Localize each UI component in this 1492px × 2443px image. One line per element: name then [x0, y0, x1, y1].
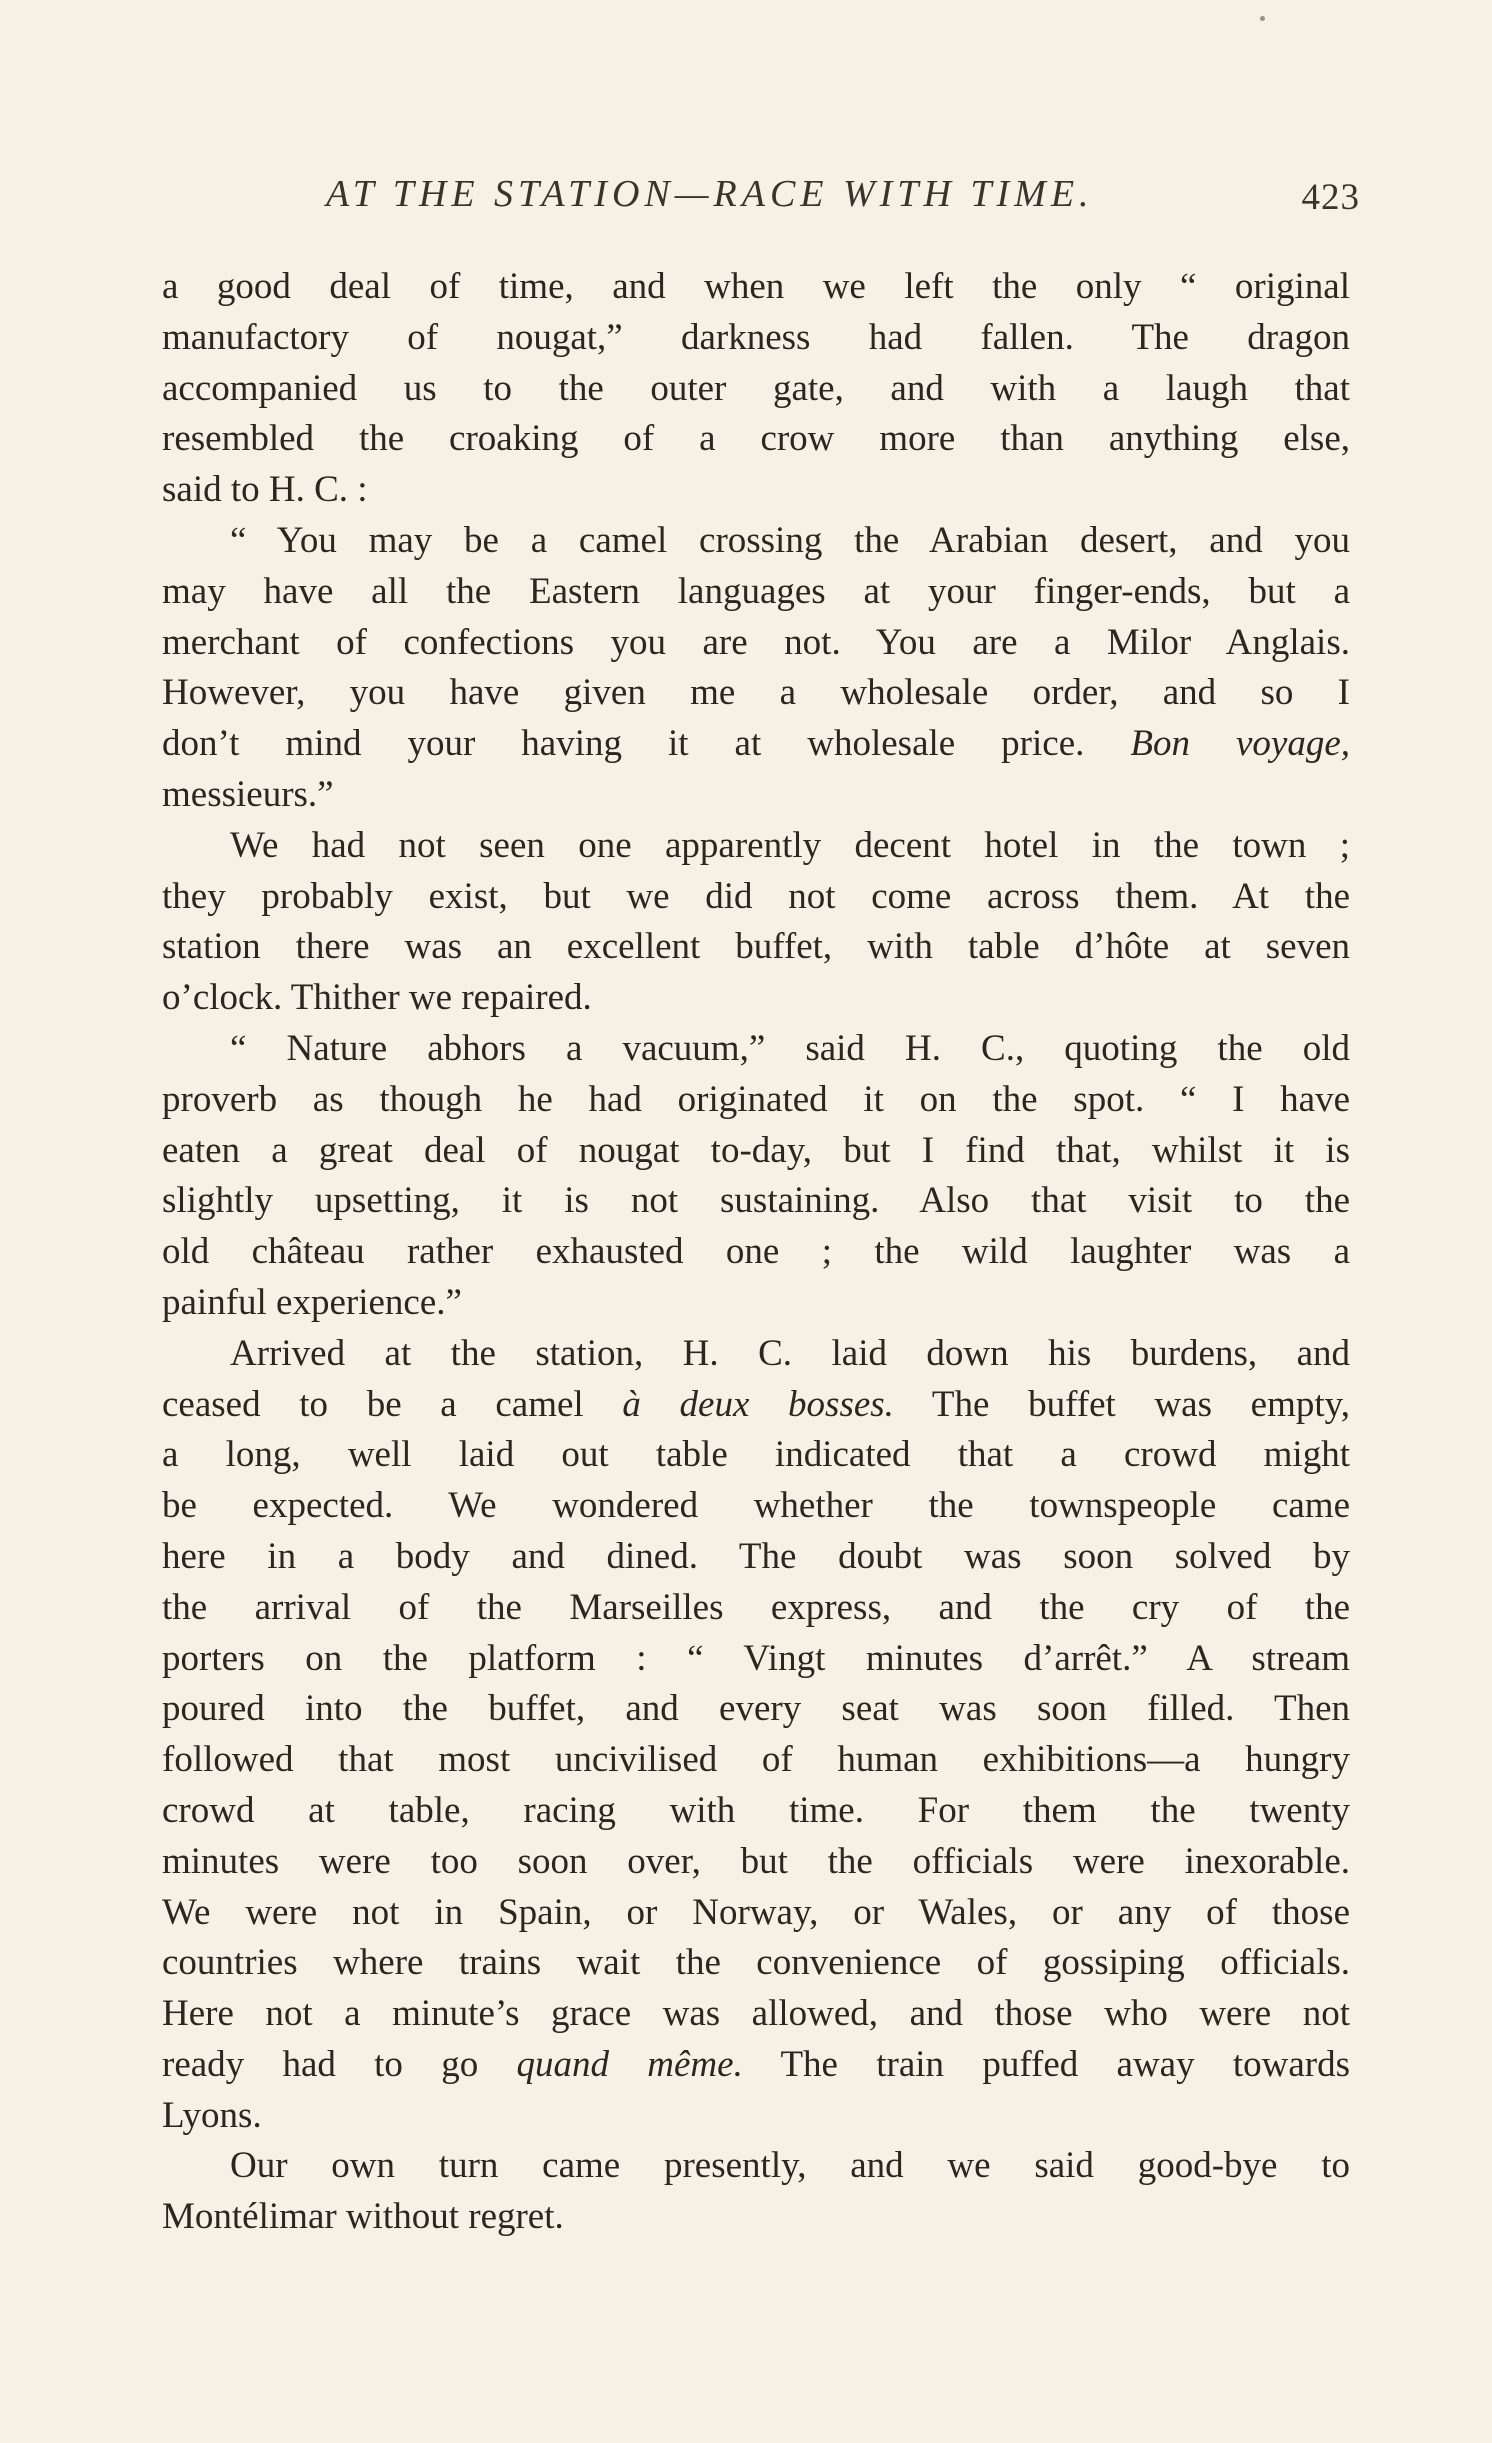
text-line-content: don’t mind your having it at wholesale price. — [162, 723, 1085, 765]
running-title: AT THE STATION—RACE WITH TIME. — [326, 173, 1094, 215]
text-line — [162, 821, 1350, 872]
text-line-content: they probably exist, but we did not come across them. At the — [162, 875, 1350, 917]
text-line — [162, 668, 1350, 719]
italic-phrase: Bon voyage, — [1130, 723, 1351, 765]
text-line — [162, 1227, 1350, 1278]
text-line — [162, 1837, 1350, 1888]
text-line — [162, 1735, 1350, 1786]
text-line-content: a long, well laid out table indicated that a crowd might — [162, 1434, 1350, 1476]
text-line-content: old château rather exhausted one ; the wild laughter was a — [162, 1231, 1350, 1273]
text-line-content: poured into the buffet, and every seat was soon filled. Then — [162, 1688, 1350, 1730]
text-line — [162, 465, 1350, 516]
text-line-content: said to H. C. : — [162, 469, 368, 511]
text-line-content: station there was an excellent buffet, with table d’hôte at seven — [162, 926, 1350, 968]
text-line — [162, 1532, 1350, 1583]
text-line-content: painful experience.” — [162, 1281, 462, 1323]
text-line — [162, 770, 1350, 821]
text-line-content: ready had to go — [162, 2043, 479, 2085]
text-line — [162, 313, 1350, 364]
text-line-continuation: The buffet was empty, — [931, 1383, 1350, 1425]
text-line — [162, 1634, 1350, 1685]
body-text — [162, 262, 1350, 2243]
text-line — [162, 2040, 1350, 2091]
text-line-content: Our own turn came presently, and we said good-bye to — [230, 2145, 1350, 2187]
text-line-content: slightly upsetting, it is not sustaining. Also that visit to the — [162, 1180, 1350, 1222]
text-line-content: We had not seen one apparently decent hotel in the town ; — [230, 824, 1350, 866]
text-line — [162, 1684, 1350, 1735]
text-line — [162, 1989, 1350, 2040]
text-line — [162, 1430, 1350, 1481]
text-line — [162, 2091, 1350, 2142]
text-line-content: Lyons. — [162, 2094, 262, 2136]
text-line — [162, 262, 1350, 313]
text-line-content: may have all the Eastern languages at your finger-ends, but a — [162, 570, 1350, 612]
page-header — [160, 168, 1360, 228]
text-line — [162, 1176, 1350, 1227]
text-line — [162, 1481, 1350, 1532]
text-line — [162, 618, 1350, 669]
text-line — [162, 1380, 1350, 1431]
text-line-content: Montélimar without regret. — [162, 2196, 564, 2238]
text-line-content: followed that most uncivilised of human exhibitions—a hungry — [162, 1739, 1350, 1781]
text-line-content: the arrival of the Marseilles express, and the cry of the — [162, 1586, 1350, 1628]
text-line-content: Here not a minute’s grace was allowed, and those who were not — [162, 1993, 1350, 2035]
text-line-content: However, you have given me a wholesale order, and so I — [162, 672, 1350, 714]
text-line-content: accompanied us to the outer gate, and with a laugh that — [162, 367, 1350, 409]
text-line-content: eaten a great deal of nougat to-day, but I find that, whilst it is — [162, 1129, 1350, 1171]
italic-phrase: à deux bosses. — [622, 1383, 894, 1425]
text-line — [162, 1786, 1350, 1837]
text-line-content: resembled the croaking of a crow more than anything else, — [162, 418, 1350, 460]
text-line-content: manufactory of nougat,” darkness had fallen. The dragon — [162, 316, 1350, 358]
text-line-content: here in a body and dined. The doubt was soon solved by — [162, 1535, 1350, 1577]
text-line-content: We were not in Spain, or Norway, or Wales, or any of those — [162, 1891, 1350, 1933]
text-line — [162, 414, 1350, 465]
text-line — [162, 567, 1350, 618]
text-line — [162, 1126, 1350, 1177]
text-line-content: messieurs.” — [162, 773, 334, 815]
paper-speck — [1260, 16, 1265, 21]
text-line-content: minutes were too soon over, but the officials were inexorable. — [162, 1840, 1350, 1882]
text-line — [162, 1075, 1350, 1126]
text-line — [162, 1329, 1350, 1380]
text-line — [162, 872, 1350, 923]
text-line — [162, 973, 1350, 1024]
text-line-continuation: The train puffed away towards — [780, 2043, 1351, 2085]
text-line-content: a good deal of time, and when we left the only “ original — [162, 266, 1350, 307]
page-number: 423 — [1301, 177, 1360, 218]
text-line — [162, 2141, 1350, 2192]
text-line-content: merchant of confections you are not. You are a Milor Anglais. — [162, 621, 1350, 663]
text-line-content: be expected. We wondered whether the townspeople came — [162, 1485, 1350, 1527]
text-line — [162, 2192, 1350, 2243]
text-line — [162, 364, 1350, 415]
text-line-content: o’clock. Thither we repaired. — [162, 977, 592, 1019]
text-line-content: “ You may be a camel crossing the Arabian desert, and you — [230, 519, 1350, 561]
text-line — [162, 1888, 1350, 1939]
text-line — [162, 719, 1350, 770]
text-line-content: porters on the platform : “ Vingt minutes d’arrêt.” A stream — [162, 1637, 1350, 1679]
text-line — [162, 1938, 1350, 1989]
text-line-content: crowd at table, racing with time. For them the twenty — [162, 1789, 1350, 1831]
text-line-content: ceased to be a camel — [162, 1383, 584, 1425]
italic-phrase: quand même. — [516, 2043, 743, 2085]
text-line — [162, 922, 1350, 973]
text-line-content: proverb as though he had originated it on the spot. “ I have — [162, 1078, 1350, 1120]
text-line — [162, 1583, 1350, 1634]
text-line-content: Arrived at the station, H. C. laid down his burdens, and — [230, 1332, 1350, 1374]
text-line-content: countries where trains wait the convenience of gossiping officials. — [162, 1942, 1350, 1984]
text-line-content: “ Nature abhors a vacuum,” said H. C., quoting the old — [230, 1027, 1350, 1069]
text-line — [162, 516, 1350, 567]
text-line — [162, 1024, 1350, 1075]
text-line — [162, 1278, 1350, 1329]
